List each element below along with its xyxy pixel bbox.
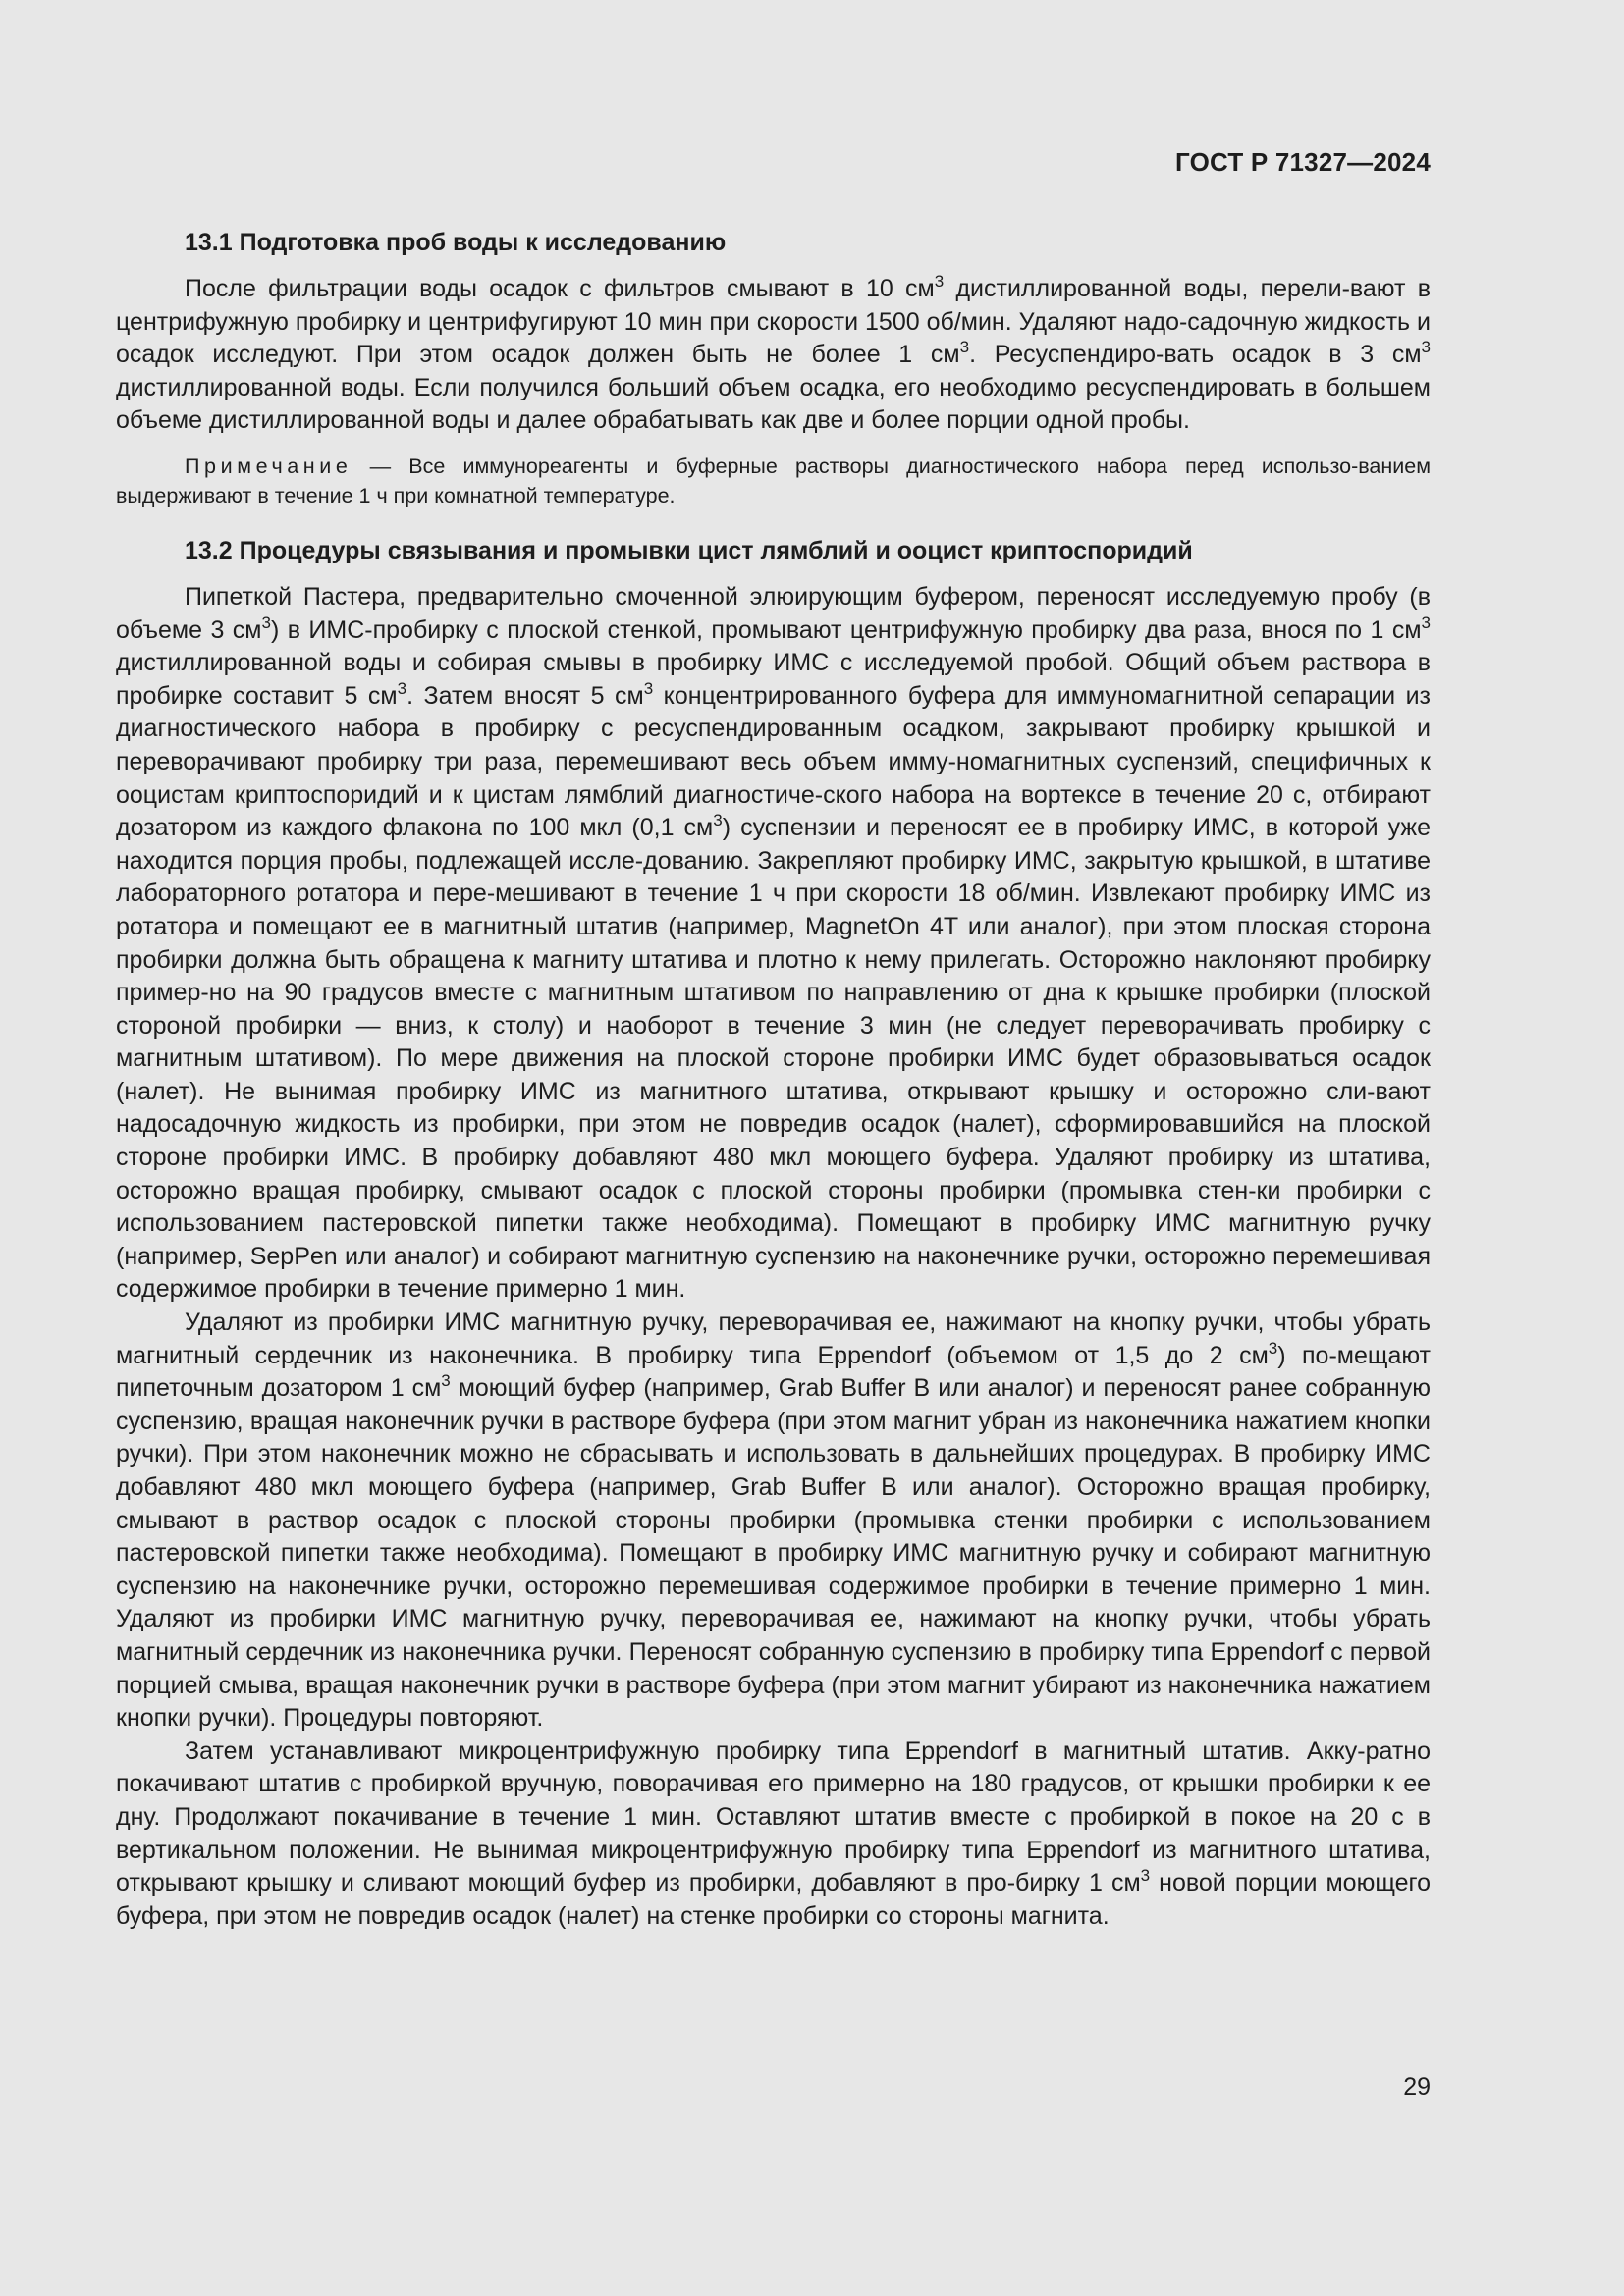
note-paragraph [116,452,1431,510]
page-number: 29 [1403,2073,1431,2101]
section-title: 13.1 Подготовка проб воды к исследованию [185,229,727,256]
section-title: 13.2 Процедуры связывания и промывки цист лямблий и ооцист криптоспоридий [185,536,1193,564]
section-13-2 [116,534,1431,1933]
section-13-1 [116,226,1431,510]
paragraph: Затем устанавливают микроцентрифужную пробирку типа Eppendorf в магнитный штатив. Акку-ратно покачивают штатив с пробиркой вручную, поворачивая его примерно на 180 градусов, от крышки пробирки к ее дну. Продолжают покачивание в течение 1 мин. Оставляют штатив вместе с пробиркой в покое на 20 с в вертикальном положении. Не вынимая микроцентрифужную пробирку типа Eppendorf из магнитного штатива, открывают крышку и сливают моющий буфер из пробирки, добавляют в про-бирку 1 $см^3$ новой порции моющего буфера, при этом не повредив осадок (налет) на стенке пробирки со стороны магнита. [116,1736,1431,1930]
paragraph: Пипеткой Пастера, предварительно смоченной элюирующим буфером, переносят исследуемую пробу (в объеме 3 $см^3$) в ИМС-пробирку с плоской стенкой, промывают центрифужную пробирку два раза, внося по 1 $см^3$ дистиллированной воды и собирая смывы в пробирку ИМС с исследуемой пробой. Общий объем раствора в пробирке составит 5 $см^3$. Затем вносят 5 $см^3$ концентрированного буфера для иммуномагнитной сепарации из диагностического набора в пробирку с ресуспендированным осадком, закрывают пробирку крышкой и переворачивают пробирку три раза, перемешивают весь объем имму-номагнитных суспензий, специфичных к ооцистам криптоспоридий и к цистам лямблий диагностиче-ского набора на вортексе в течение 20 с, отбирают дозатором из каждого флакона по 100 мкл (0,1 $см^3$) суспензии и переносят ее в пробирку ИМС, в которой уже находится порция пробы, подлежащей иссле-дованию. Закрепляют пробирку ИМС, закрытую крышкой, в штативе лабораторного ротатора и пере-мешивают в течение 1 ч при скорости 18 об/мин. Извлекают пробирку ИМС из ротатора и помещают ее в магнитный штатив (например, MagnetOn 4T или аналог), при этом плоская сторона пробирки должна быть обращена к магниту штатива и плотно к нему прилегать. Осторожно наклоняют пробирку пример-но на 90 градусов вместе с магнитным штативом по направлению от дна к крышке пробирки (плоской стороной пробирки — вниз, к столу) и наоборот в течение 3 мин (не следует переворачивать пробирку с магнитным штативом). По мере движения на плоской стороне пробирки ИМС будет образовываться осадок (налет). Не вынимая пробирку ИМС из магнитного штатива, открывают крышку и осторожно сли-вают надосадочную жидкость из пробирки, при этом не повредив осадок (налет), сформировавшийся на плоской стороне пробирки ИМС. В пробирку добавляют 480 мкл моющего буфера. Удаляют пробирку из штатива, осторожно вращая пробирку, смывают осадок с плоской стороны пробирки (промывка стен-ки пробирки с использованием пастеровской пипетки также необходима). Помещают в пробирку ИМС магнитную ручку (например, SepPen или аналог) и собирают магнитную суспензию на наконечнике ручки, осторожно перемешивая содержимое пробирки в течение примерно 1 мин. [116,582,1431,1304]
note-label: Примечание [185,454,352,478]
note-text: — Все иммунореагенты и буферные растворы диагностического набора перед использо-ванием выдерживают в течение 1 ч при комнатной температуре. [116,454,1431,507]
document-id-header: ГОСТ Р 71327—2024 [1175,147,1431,177]
paragraph: Удаляют из пробирки ИМС магнитную ручку, переворачивая ее, нажимают на кнопку ручки, чтобы убрать магнитный сердечник из наконечника. В пробирку типа Eppendorf (объемом от 1,5 до 2 $см^3$) по-мещают пипеточным дозатором 1 $см^3$ моющий буфер (например, Grab Buffer B или аналог) и переносят ранее собранную суспензию, вращая наконечник ручки в растворе буфера (при этом магнит убран из наконечника нажатием кнопки ручки). При этом наконечник можно не сбрасывать и использовать в дальнейших процедурах. В пробирку ИМС добавляют 480 мкл моющего буфера (например, Grab Buffer B или аналог). Осторожно вращая пробирку, смывают в раствор осадок с плоской стороны пробирки (промывка стенки пробирки с использованием пастеровской пипетки также необходима). Помещают в пробирку ИМС магнитную ручку и собирают магнитную суспензию на наконечнике ручки, осторожно перемешивая содержимое пробирки в течение примерно 1 мин. Удаляют из пробирки ИМС магнитную ручку, переворачивая ее, нажимают на кнопку ручки, чтобы убрать магнитный сердечник из наконечника ручки. Переносят собранную суспензию в пробирку типа Eppendorf с первой порцией смыва, вращая наконечник ручки в растворе буфера (при этом магнит убирают из наконечника нажатием кнопки ручки). Процедуры повторяют. [116,1308,1431,1733]
paragraph: После фильтрации воды осадок с фильтров смывают в 10 $см^3$ дистиллированной воды, перели-вают в центрифужную пробирку и центрифугируют 10 мин при скорости 1500 об/мин. Удаляют надо-садочную жидкость и осадок исследуют. При этом осадок должен быть не более 1 $см^3$. Ресуспендиро-вать осадок в 3 $см^3$ дистиллированной воды. Если получился больший объем осадка, его необходимо ресуспендировать в большем объеме дистиллированной воды и далее обрабатывать как две и более порции одной пробы. [116,272,1431,435]
document-body [116,226,1431,1933]
